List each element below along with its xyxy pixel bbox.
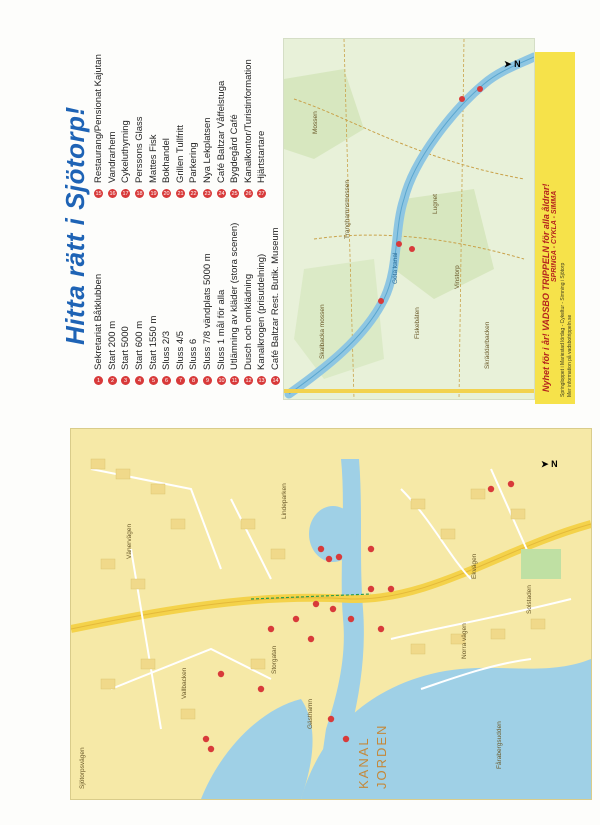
page-title: Hitta rätt i Sjötorp! bbox=[60, 106, 90, 345]
label-solstaden: Solstaden bbox=[526, 585, 533, 614]
town-map-graphic bbox=[71, 429, 591, 799]
marker-icon: 2 bbox=[108, 376, 117, 385]
legend-label: Kanalkrogen (prisutdelning) bbox=[256, 253, 268, 370]
legend-item bbox=[228, 54, 242, 198]
legend-label: Grillen Tullfritt bbox=[174, 124, 186, 183]
legend-label: Parkering bbox=[188, 142, 200, 183]
legend-item bbox=[133, 223, 147, 385]
marker-icon: 9 bbox=[203, 376, 212, 385]
legend-label: Kanalkontor/Turistinformation bbox=[242, 59, 254, 183]
notice-subhead: SPRINGA - CYKLA - SIMMA bbox=[551, 190, 558, 282]
legend-label: Sluss 7/8 vändplats 5000 m bbox=[202, 253, 214, 370]
legend-label: Utlämning av kläder (stora scenen) bbox=[229, 222, 241, 370]
legend-label: Vandrarhem bbox=[106, 131, 118, 183]
legend-item bbox=[119, 54, 133, 198]
label-tranghamn: Tranghamnsmossen bbox=[344, 179, 351, 239]
label-mossen: Mossen bbox=[312, 111, 319, 134]
marker-icon: 8 bbox=[189, 376, 198, 385]
marker-icon: 26 bbox=[245, 190, 252, 197]
legend-label: Start 200 m bbox=[106, 320, 118, 370]
marker-icon: 6 bbox=[162, 376, 171, 385]
legend-label: Dusch och omklädning bbox=[242, 273, 254, 370]
legend-label: Sekretariat Båtklubben bbox=[93, 273, 105, 370]
legend-item bbox=[119, 223, 133, 385]
label-fiskebaten: Fiskebäten bbox=[414, 307, 421, 339]
legend-item bbox=[255, 223, 269, 385]
marker-icon: 13 bbox=[258, 377, 265, 384]
north-arrow-icon: ➤ bbox=[504, 59, 512, 69]
legend-label: Bygdegård Café bbox=[229, 114, 241, 183]
label-skraddare: Skräddarbacken bbox=[484, 321, 491, 369]
legend-label: Café Baltzar Våffelstuga bbox=[215, 80, 227, 183]
marker-icon: 22 bbox=[190, 190, 198, 197]
marker-icon: 3 bbox=[121, 376, 130, 385]
label-sjotorpsvagen: Sjötorpsvägen bbox=[79, 747, 86, 789]
legend-item bbox=[201, 54, 215, 198]
legend-label: Start 5000 bbox=[120, 326, 132, 370]
legend-item bbox=[174, 223, 188, 385]
notice-headline: Nyhet för i år! VADSBO TRIPPELN för alla åldrar! bbox=[541, 183, 551, 392]
trail-map[interactable] bbox=[283, 38, 535, 400]
legend-item bbox=[92, 223, 106, 385]
legend-label: Cykeluthyrning bbox=[120, 120, 132, 183]
compass-bottom: ➤ N bbox=[541, 459, 558, 469]
legend-item bbox=[187, 54, 201, 198]
label-jorden: JORDEN bbox=[374, 723, 389, 789]
legend-label: Café Baltzar Rest. Butik. Museum bbox=[270, 227, 282, 370]
label-gotakanal: Göta kanal bbox=[392, 252, 399, 284]
legend-item bbox=[160, 223, 174, 385]
legend-item bbox=[187, 223, 201, 385]
legend-item bbox=[146, 54, 160, 198]
legend-label: Sluss 2/3 bbox=[161, 330, 173, 370]
legend-label: Hjärtstartare bbox=[256, 130, 268, 183]
legend-label: Perssons Glass bbox=[134, 116, 146, 183]
legend-item bbox=[242, 54, 256, 198]
vadsbo-notice bbox=[535, 52, 575, 404]
legend-item bbox=[160, 54, 174, 198]
marker-icon: 1 bbox=[94, 376, 103, 385]
label-hamnen: Gästhamn bbox=[307, 699, 314, 729]
legend-label: Sluss 4/5 bbox=[174, 330, 186, 370]
legend-item bbox=[214, 223, 228, 385]
marker-icon: 15 bbox=[95, 190, 102, 197]
label-norra: Norra vägen bbox=[461, 623, 468, 659]
legend-label: Start 1550 m bbox=[147, 315, 159, 370]
legend-item bbox=[242, 223, 256, 385]
marker-icon: 24 bbox=[218, 190, 225, 197]
town-map[interactable] bbox=[70, 428, 592, 800]
legend-label: Mattes Fisk bbox=[147, 134, 159, 183]
legend-label: Restaurang/Pensionat Kajutan bbox=[93, 54, 105, 183]
marker-icon: 7 bbox=[176, 376, 185, 385]
legend-item bbox=[201, 223, 215, 385]
marker-icon: 16 bbox=[109, 190, 116, 197]
marker-icon: 10 bbox=[218, 377, 225, 384]
marker-icon: 23 bbox=[204, 190, 211, 197]
legend-label: Bokhandel bbox=[161, 138, 173, 183]
label-kanal: KANAL bbox=[356, 736, 371, 789]
label-lindeparken: Lindeparken bbox=[281, 483, 288, 519]
legend-item bbox=[133, 54, 147, 198]
notice-line-2: Mer information på vadsbotrippeln.se bbox=[567, 314, 573, 397]
marker-icon: 17 bbox=[122, 190, 130, 197]
notice-line-1: Springloppet i Mariestad lördag - Cykeltur - Simning i Sjötorp bbox=[560, 262, 566, 397]
marker-icon: 19 bbox=[150, 190, 157, 197]
north-arrow-icon: ➤ bbox=[541, 459, 549, 469]
legend-item bbox=[214, 54, 228, 198]
label-skalbacka: Skalbacka mossen bbox=[319, 304, 326, 359]
legend-item bbox=[106, 223, 120, 385]
label-lugnet: Lugnet bbox=[432, 194, 439, 214]
legend-label: Sluss 1 mål för alla bbox=[215, 289, 227, 370]
legend-item bbox=[269, 223, 283, 385]
marker-icon: 21 bbox=[177, 190, 184, 197]
legend-item bbox=[146, 223, 160, 385]
label-ekvagen: Ekvägen bbox=[471, 553, 478, 579]
legend-item bbox=[228, 223, 242, 385]
legend-column-1 bbox=[92, 223, 282, 385]
marker-icon: 11 bbox=[231, 377, 238, 384]
marker-icon: 14 bbox=[272, 377, 279, 384]
label-vinstorp: Vinstorp bbox=[454, 265, 461, 289]
legend-item bbox=[174, 54, 188, 198]
legend-label: Nya Lekplatsen bbox=[202, 117, 214, 183]
marker-icon: 27 bbox=[258, 190, 265, 197]
compass-top: ➤ N bbox=[504, 59, 521, 69]
legend-label: Sluss 6 bbox=[188, 338, 200, 370]
label-vanervagen: Vänervägen bbox=[126, 523, 133, 559]
label-faraberg: Fårabergsudden bbox=[496, 721, 503, 769]
legend-item bbox=[92, 54, 106, 198]
legend-item bbox=[255, 54, 269, 198]
legend-item bbox=[106, 54, 120, 198]
marker-icon: 18 bbox=[136, 190, 143, 197]
legend-column-2 bbox=[92, 54, 269, 198]
label-storgatan: Storgatan bbox=[271, 645, 278, 674]
label-vallbacken: Vallbacken bbox=[181, 667, 188, 699]
marker-icon: 25 bbox=[231, 190, 238, 197]
marker-icon: 5 bbox=[149, 376, 158, 385]
legend-label: Start 600 m bbox=[134, 320, 146, 370]
marker-icon: 4 bbox=[135, 376, 144, 385]
marker-icon: 12 bbox=[245, 377, 252, 384]
marker-icon: 20 bbox=[163, 190, 170, 197]
